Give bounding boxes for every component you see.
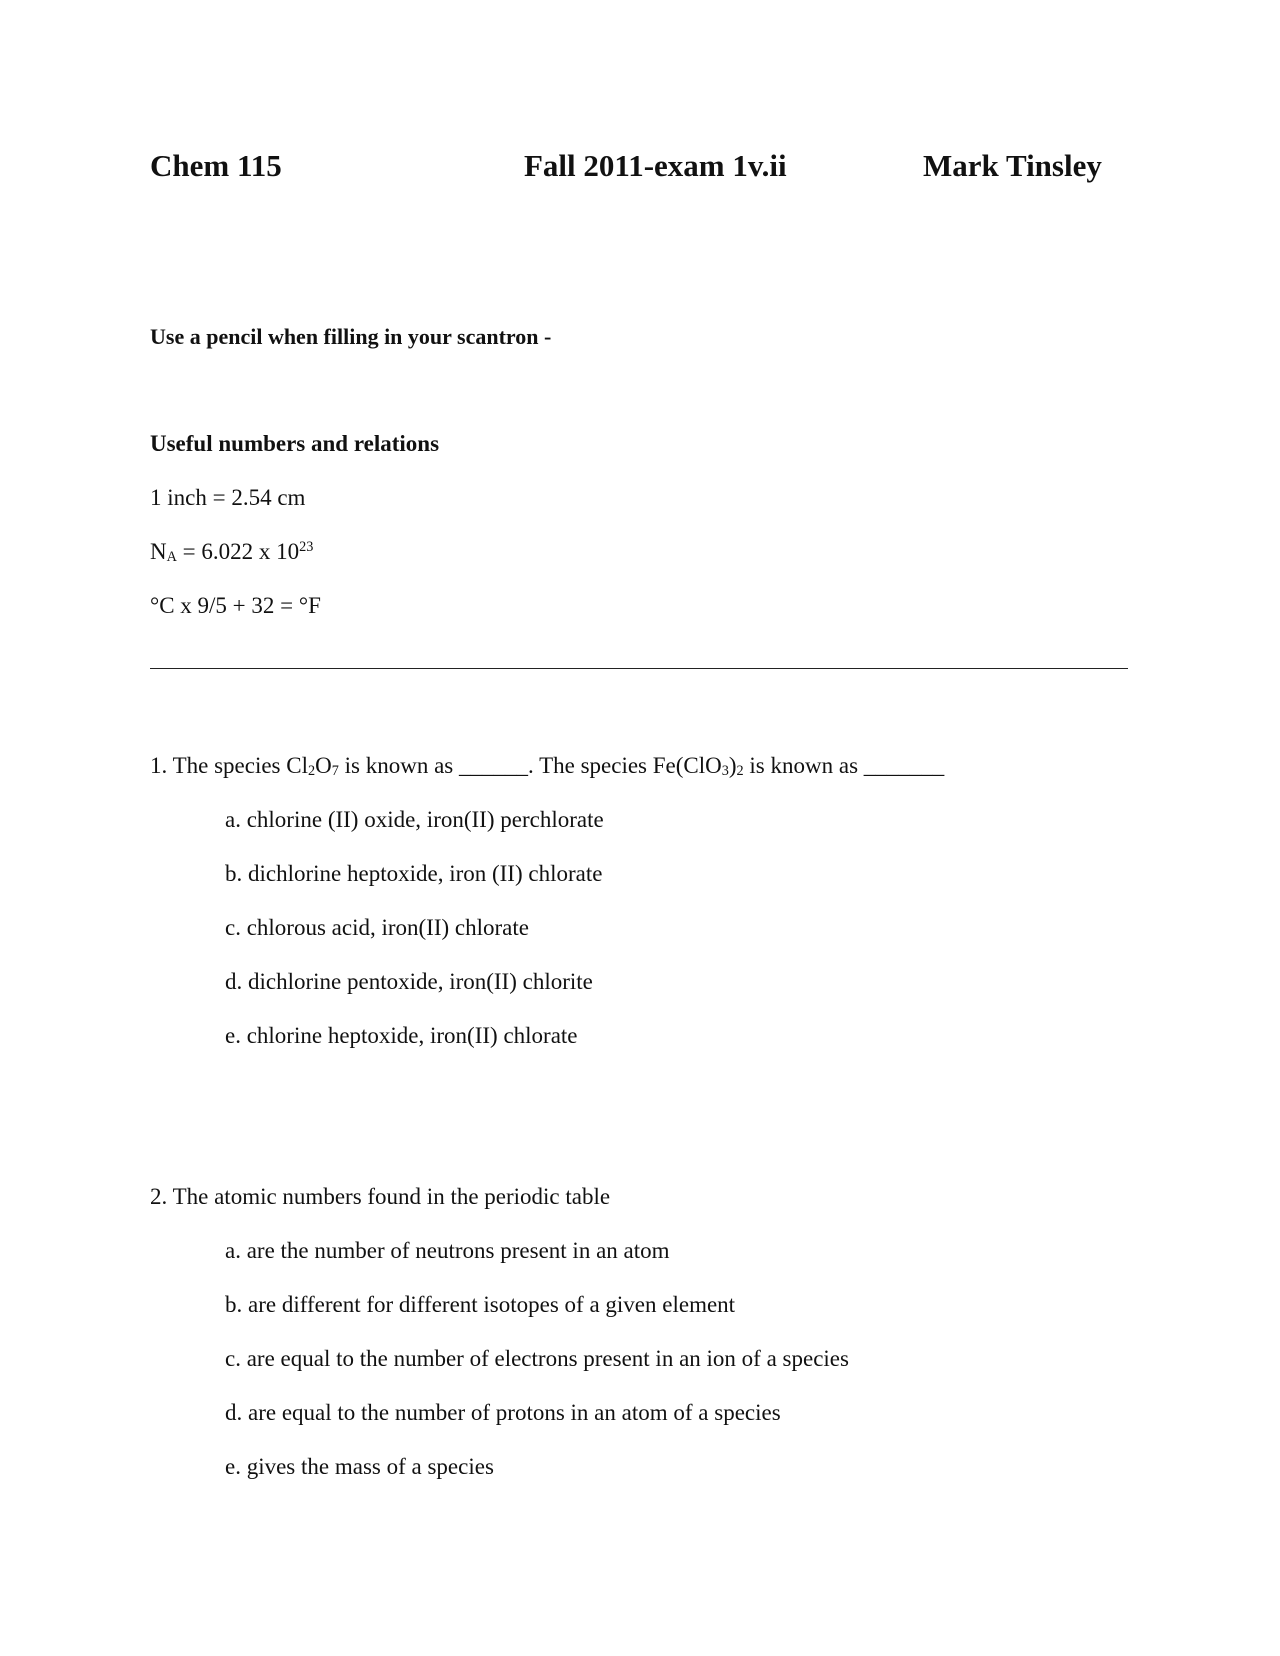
instructor-name: Mark Tinsley xyxy=(923,148,1102,183)
q2-option-e: e. gives the mass of a species xyxy=(225,1454,494,1479)
q1-subscript: 7 xyxy=(331,763,339,780)
q1-subscript: 2 xyxy=(308,763,316,780)
avogadro-exponent: 23 xyxy=(299,539,314,556)
q1-text-part: ) xyxy=(728,753,737,778)
scantron-instruction: Use a pencil when filling in your scantron - xyxy=(150,324,552,349)
avogadro-value: = 6.022 x 10 xyxy=(176,539,300,564)
inch-relation: 1 inch = 2.54 cm xyxy=(150,485,306,510)
exam-title: Fall 2011-exam 1v.ii xyxy=(524,148,787,183)
avogadro-subscript: A xyxy=(166,549,177,566)
avogadro-symbol: N xyxy=(150,539,167,564)
q1-subscript: 2 xyxy=(736,763,744,780)
q1-subscript: 3 xyxy=(721,763,729,780)
q1-option-e: e. chlorine heptoxide, iron(II) chlorate xyxy=(225,1023,578,1048)
section-divider xyxy=(150,668,1128,669)
course-title: Chem 115 xyxy=(150,148,282,183)
q2-option-a: a. are the number of neutrons present in an atom xyxy=(225,1238,670,1263)
q1-option-b: b. dichlorine heptoxide, iron (II) chlorate xyxy=(225,861,603,886)
useful-heading: Useful numbers and relations xyxy=(150,431,440,456)
q1-option-d: d. dichlorine pentoxide, iron(II) chlorite xyxy=(225,969,593,994)
q1-text-part: O xyxy=(315,753,332,778)
question-1-stem xyxy=(150,753,944,779)
q1-text-part: is known as ______. The species Fe(ClO xyxy=(338,753,722,778)
q1-option-c: c. chlorous acid, iron(II) chlorate xyxy=(225,915,529,940)
q2-option-d: d. are equal to the number of protons in an atom of a species xyxy=(225,1400,781,1425)
q1-text-part: is known as _______ xyxy=(743,753,945,778)
q1-text-part: 1. The species Cl xyxy=(150,753,308,778)
question-2-stem: 2. The atomic numbers found in the periodic table xyxy=(150,1184,611,1209)
q2-option-c: c. are equal to the number of electrons present in an ion of a species xyxy=(225,1346,849,1371)
q1-option-a: a. chlorine (II) oxide, iron(II) perchlorate xyxy=(225,807,604,832)
q2-option-b: b. are different for different isotopes of a given element xyxy=(225,1292,736,1317)
avogadro-relation xyxy=(150,539,313,565)
temperature-relation: °C x 9/5 + 32 = °F xyxy=(150,593,321,618)
